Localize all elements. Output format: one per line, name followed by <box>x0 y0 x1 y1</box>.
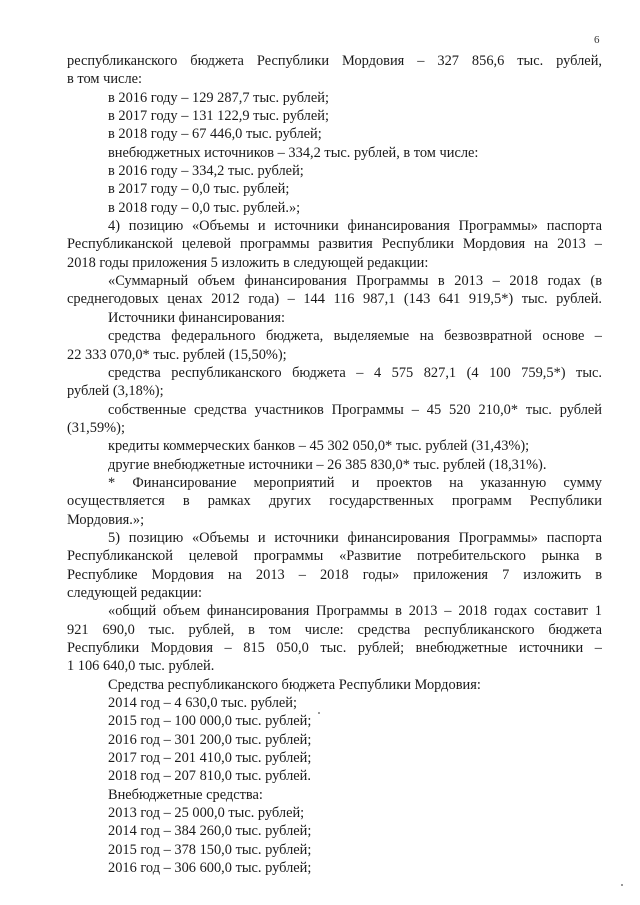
text-line: 1 106 640,0 тыс. рублей. <box>67 658 215 675</box>
text-line: в 2017 году – 131 122,9 тыс. рублей; <box>108 108 329 125</box>
text-line: Республиканской целевой программы «Развитие потребительского рынка в <box>67 548 602 565</box>
text-line: 5) позицию «Объемы и источники финансирования Программы» паспорта <box>108 529 602 546</box>
text-line: 2016 год – 306 600,0 тыс. рублей; <box>108 860 312 877</box>
text-line: собственные средства участников Программы – 45 520 210,0* тыс. рублей <box>108 401 602 418</box>
text-line: (31,59%); <box>67 419 125 436</box>
document-body <box>67 52 602 877</box>
text-line: в 2018 году – 67 446,0 тыс. рублей; <box>108 126 322 143</box>
text-line: республиканского бюджета Республики Мордовия – 327 856,6 тыс. рублей, <box>67 53 602 69</box>
text-line: в 2018 году – 0,0 тыс. рублей.»; <box>108 199 301 216</box>
text-line: 921 690,0 тыс. рублей, в том числе: средства республиканского бюджета <box>67 621 602 638</box>
text-line: 2014 год – 4 630,0 тыс. рублей; <box>108 695 297 712</box>
text-line: осуществляется в рамках других государственных программ Республики <box>67 493 602 510</box>
text-line: Мордовия.»; <box>67 511 145 528</box>
text-line: в 2016 году – 334,2 тыс. рублей; <box>108 163 304 180</box>
scan-artifact <box>621 884 623 886</box>
text-line: другие внебюджетные источники – 26 385 830,0* тыс. рублей (18,31%). <box>108 456 547 473</box>
text-line: Источники финансирования: <box>108 309 285 326</box>
text-line: средства федерального бюджета, выделяемые на безвозвратной основе – <box>108 328 602 345</box>
text-line: 4) позицию «Объемы и источники финансирования Программы» паспорта <box>108 218 602 235</box>
text-line: средства республиканского бюджета – 4 575 827,1 (4 100 759,5*) тыс. <box>108 364 602 381</box>
scan-artifact <box>318 712 320 714</box>
text-line: Внебюджетные средства: <box>108 786 263 803</box>
text-line: * Финансирование мероприятий и проектов на указанную сумму <box>108 474 602 491</box>
text-line: следующей редакции: <box>67 584 202 601</box>
text-line: в том числе: <box>67 71 143 88</box>
text-line: 2017 год – 201 410,0 тыс. рублей; <box>108 750 312 767</box>
text-line: 2013 год – 25 000,0 тыс. рублей; <box>108 805 305 822</box>
text-line: «общий объем финансирования Программы в 2013 – 2018 годах составит 1 <box>108 603 602 620</box>
text-line: Республиканской целевой программы развития Республики Мордовия на 2013 – <box>67 236 602 253</box>
page-number: 6 <box>594 34 600 46</box>
text-line: в 2016 году – 129 287,7 тыс. рублей; <box>108 89 329 106</box>
text-line: Средства республиканского бюджета Республики Мордовия: <box>108 676 481 693</box>
text-line: Республике Мордовия на 2013 – 2018 годы» приложения 7 изложить в <box>67 566 602 583</box>
text-line: 2015 год – 100 000,0 тыс. рублей; <box>108 713 312 730</box>
text-line: 2016 год – 301 200,0 тыс. рублей; <box>108 731 312 748</box>
text-line: среднегодовых ценах 2012 года) – 144 116 987,1 (143 641 919,5*) тыс. рублей. <box>67 291 602 308</box>
text-line: 2018 год – 207 810,0 тыс. рублей. <box>108 768 311 785</box>
text-line: 22 333 070,0* тыс. рублей (15,50%); <box>67 346 287 363</box>
text-line: 2015 год – 378 150,0 тыс. рублей; <box>108 841 312 858</box>
text-line: кредиты коммерческих банков – 45 302 050,0* тыс. рублей (31,43%); <box>108 438 530 455</box>
text-line: Республики Мордовия – 815 050,0 тыс. рублей; внебюджетные источники – <box>67 640 602 656</box>
text-line: 2018 годы приложения 5 изложить в следующей редакции: <box>67 254 429 271</box>
text-line: в 2017 году – 0,0 тыс. рублей; <box>108 181 290 198</box>
text-line: 2014 год – 384 260,0 тыс. рублей; <box>108 823 312 840</box>
text-line: рублей (3,18%); <box>67 383 164 400</box>
text-line: «Суммарный объем финансирования Программы в 2013 – 2018 годах (в <box>108 273 602 290</box>
text-line: внебюджетных источников – 334,2 тыс. рублей, в том числе: <box>108 144 479 161</box>
